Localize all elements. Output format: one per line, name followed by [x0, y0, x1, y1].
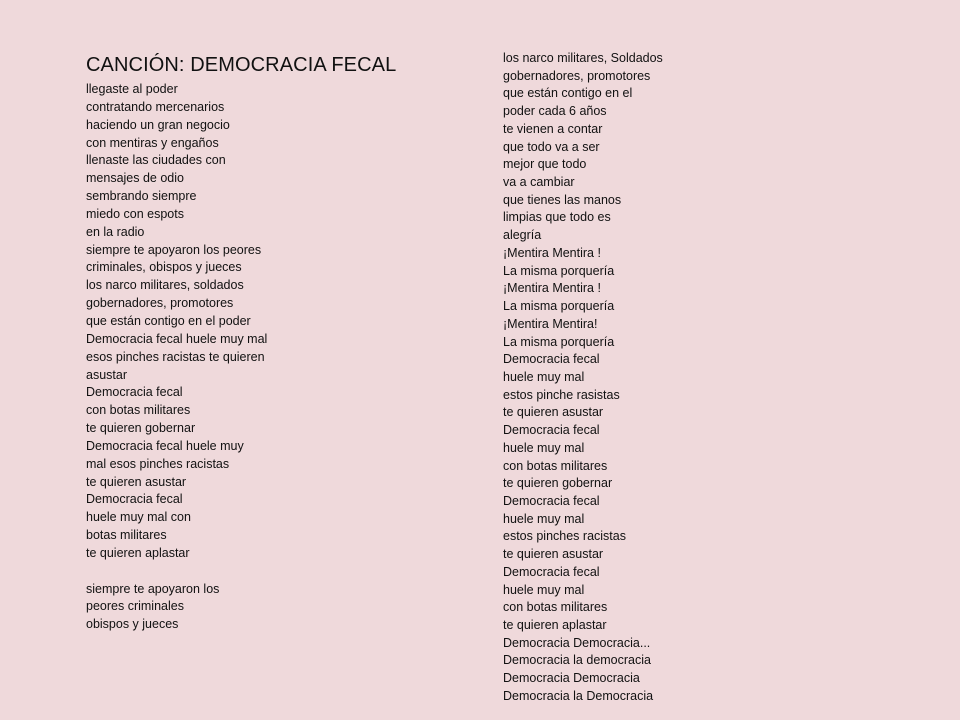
- lyric-line: Democracia Democracia: [503, 671, 640, 686]
- lyric-line: siempre te apoyaron los: [86, 581, 220, 596]
- lyric-line: huele muy mal: [503, 440, 585, 455]
- lyric-line: te quieren asustar: [503, 547, 604, 562]
- lyric-line: mensajes de odio: [86, 171, 184, 186]
- lyric-line: limpias que todo es: [503, 210, 611, 225]
- lyric-line: Democracia fecal: [503, 352, 600, 367]
- lyric-line: te quieren aplastar: [86, 545, 190, 560]
- lyric-line: estos pinches racistas: [503, 529, 626, 544]
- lyric-line: que están contigo en el poder: [86, 313, 251, 328]
- lyric-line: Democracia Democracia...: [503, 635, 651, 650]
- lyric-line: La misma porquería: [503, 299, 615, 314]
- lyric-line: [86, 563, 466, 581]
- lyric-line: gobernadores, promotores: [503, 68, 651, 83]
- lyric-line: que tienes las manos: [503, 192, 622, 207]
- lyric-line: Democracia fecal huele muy: [86, 438, 244, 453]
- lyric-line: Democracia fecal: [86, 385, 183, 400]
- lyric-line: llegaste al poder: [86, 82, 178, 96]
- lyric-line: ¡Mentira Mentira!: [503, 316, 598, 331]
- lyric-line: con botas militares: [503, 458, 608, 473]
- lyric-line: huele muy mal: [503, 369, 585, 384]
- lyric-line: Democracia fecal huele muy mal: [86, 331, 268, 346]
- lyric-line: alegría: [503, 228, 542, 243]
- lyric-line: miedo con espots: [86, 206, 184, 221]
- lyric-line: Democracia fecal: [86, 492, 183, 507]
- lyric-line: contratando mercenarios: [86, 99, 225, 114]
- lyric-line: sembrando siempre: [86, 189, 197, 204]
- lyric-line: La misma porquería: [503, 263, 615, 278]
- right-column: [503, 50, 863, 706]
- lyric-line: con botas militares: [503, 600, 608, 615]
- lyric-line: siempre te apoyaron los peores: [86, 242, 262, 257]
- lyric-line: va a cambiar: [503, 175, 575, 190]
- lyric-line: Democracia fecal: [503, 423, 600, 438]
- left-lyrics: [86, 81, 466, 634]
- lyric-line: los narco militares, Soldados: [503, 51, 663, 65]
- lyric-line: con botas militares: [86, 403, 191, 418]
- lyric-line: te quieren asustar: [86, 474, 187, 489]
- lyric-line: asustar: [86, 367, 127, 382]
- lyric-line: La misma porquería: [503, 334, 615, 349]
- lyric-line: llenaste las ciudades con: [86, 153, 226, 168]
- lyric-line: que todo va a ser: [503, 139, 600, 154]
- lyric-line: obispos y jueces: [86, 617, 179, 632]
- lyric-line: huele muy mal con: [86, 510, 191, 525]
- lyric-line: te quieren asustar: [503, 405, 604, 420]
- lyric-line: Democracia la democracia: [503, 653, 651, 668]
- lyric-line: en la radio: [86, 224, 145, 239]
- lyric-line: te quieren gobernar: [86, 421, 196, 436]
- lyric-line: poder cada 6 años: [503, 104, 607, 119]
- lyric-line: los narco militares, soldados: [86, 278, 244, 293]
- lyric-line: mal esos pinches racistas: [86, 456, 230, 471]
- right-lyrics: [503, 50, 863, 706]
- lyric-line: te vienen a contar: [503, 121, 603, 136]
- lyric-line: Democracia fecal: [503, 493, 600, 508]
- song-title: CANCIÓN: DEMOCRACIA FECAL: [86, 54, 397, 76]
- lyric-line: huele muy mal: [503, 582, 585, 597]
- lyric-line: criminales, obispos y jueces: [86, 260, 242, 275]
- lyric-line: peores criminales: [86, 599, 184, 614]
- lyric-line: con mentiras y engaños: [86, 135, 219, 150]
- lyric-line: que están contigo en el: [503, 86, 633, 101]
- lyric-line: haciendo un gran negocio: [86, 117, 230, 132]
- lyric-line: ¡Mentira Mentira !: [503, 281, 601, 296]
- lyric-line: huele muy mal: [503, 511, 585, 526]
- lyric-line: te quieren aplastar: [503, 618, 607, 632]
- lyric-line: estos pinche rasistas: [503, 387, 620, 402]
- lyric-line: gobernadores, promotores: [86, 296, 234, 311]
- lyric-line: te quieren gobernar: [503, 476, 613, 491]
- lyric-line: ¡Mentira Mentira !: [503, 245, 601, 260]
- left-column: [86, 52, 466, 634]
- lyric-line: esos pinches racistas te quieren: [86, 349, 265, 364]
- lyric-line: Democracia la Democracia: [503, 688, 654, 703]
- lyric-line: mejor que todo: [503, 157, 587, 172]
- lyric-line: Democracia fecal: [503, 564, 600, 579]
- lyric-line: botas militares: [86, 528, 167, 543]
